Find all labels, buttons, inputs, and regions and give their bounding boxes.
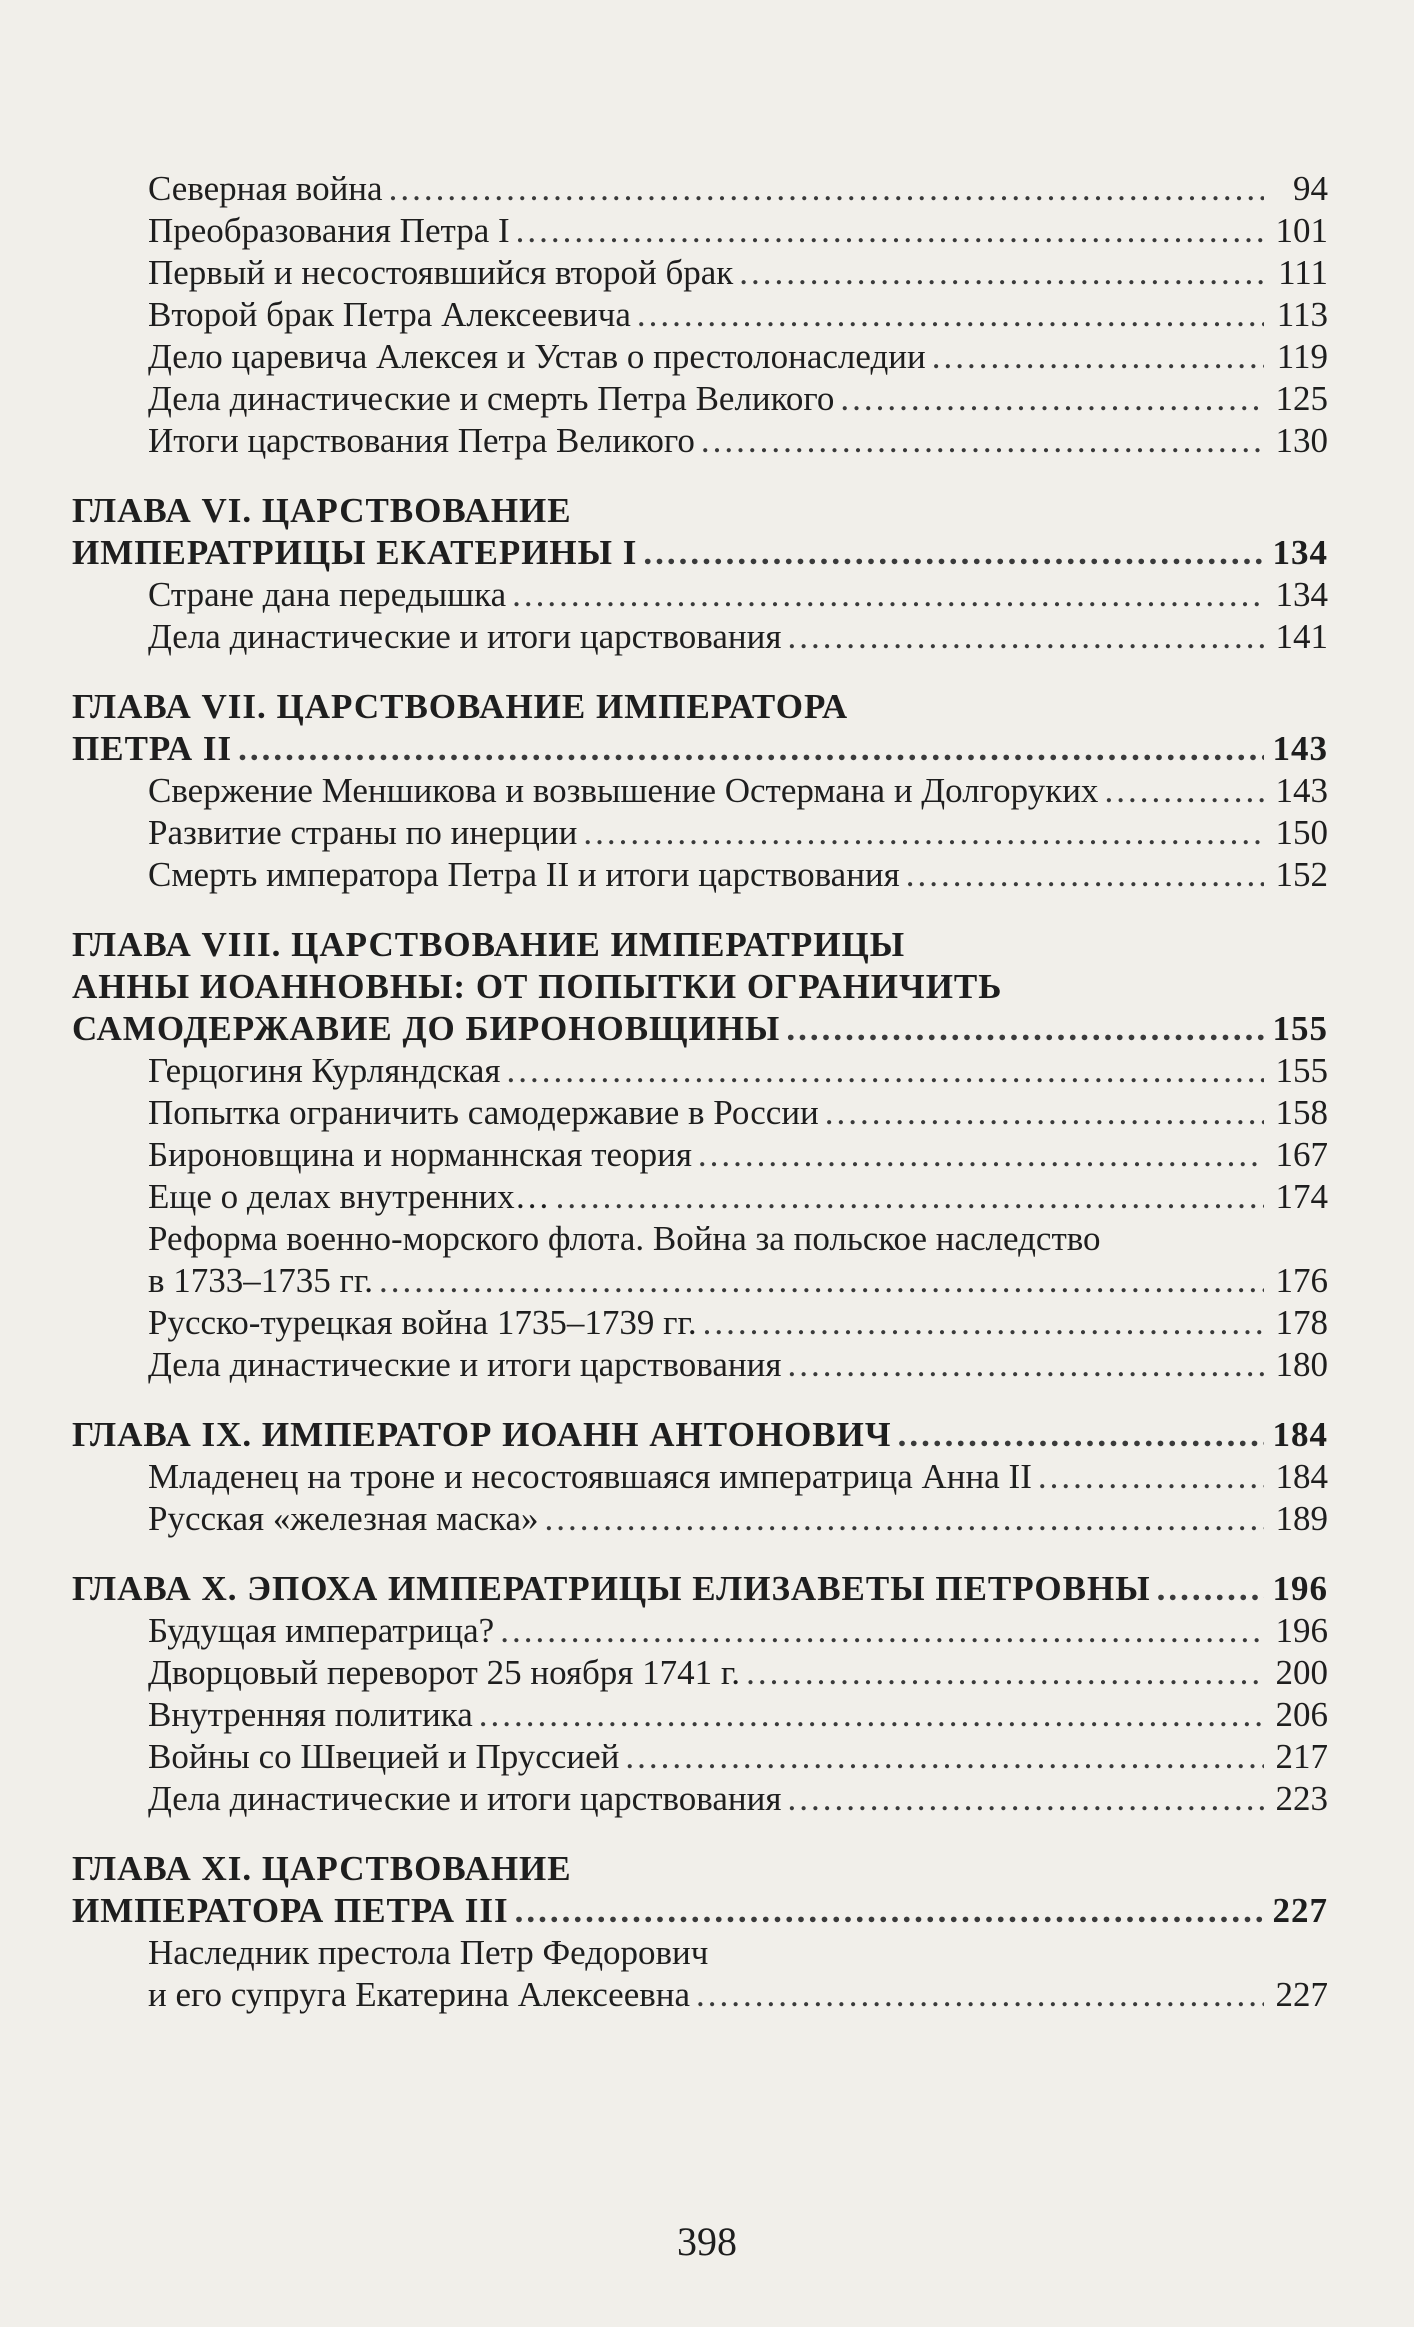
entry-page: 101: [1275, 211, 1328, 250]
entry-label-line: Наследник престола Петр Федорович: [148, 1933, 709, 1972]
entry-label: Дело царевича Алексея и Устав о престолонаследии: [148, 337, 926, 376]
entry-page: 184: [1275, 1457, 1328, 1496]
toc-entry: [72, 1344, 1328, 1386]
entry-label: Младенец на троне и несостоявшаяся императрица Анна II: [148, 1457, 1032, 1496]
toc-entry: [72, 1652, 1328, 1694]
entry-label: Стране дана передышка: [148, 575, 507, 614]
dot-leader: [1104, 770, 1264, 812]
dot-leader: [389, 168, 1264, 210]
chapter-title: АННЫ ИОАННОВНЫ: ОТ ПОПЫТКИ ОГРАНИЧИТЬ: [72, 967, 1003, 1006]
entry-page: 143: [1275, 771, 1328, 810]
entry-label: Свержение Меншикова и возвышение Остермана и Долгоруких: [148, 771, 1099, 810]
dot-leader: [643, 532, 1264, 574]
dot-leader: [787, 1778, 1264, 1820]
dot-leader: [698, 1134, 1264, 1176]
dot-leader: [512, 574, 1264, 616]
entry-label: Будущая императрица?: [148, 1611, 495, 1650]
chapter-page: 155: [1272, 1009, 1328, 1048]
toc-entry: [72, 1092, 1328, 1134]
entry-page: 217: [1275, 1737, 1328, 1776]
entry-page: 206: [1275, 1695, 1328, 1734]
toc-entry: [72, 1498, 1328, 1540]
chapter-8: [72, 924, 1328, 1386]
dot-leader: [500, 1610, 1264, 1652]
dot-leader: [516, 210, 1264, 252]
chapter-title: ГЛАВА IX. ИМПЕРАТОР ИОАНН АНТОНОВИЧ: [72, 1415, 892, 1454]
chapter-title: ПЕТРА II: [72, 729, 233, 768]
entry-page: 189: [1275, 1499, 1328, 1538]
dot-leader: [701, 420, 1264, 462]
toc-entry: [72, 294, 1328, 336]
toc-entry: [72, 616, 1328, 658]
toc-entry: [72, 1134, 1328, 1176]
toc-entry: [72, 378, 1328, 420]
entry-label: Смерть императора Петра II и итоги царствования: [148, 855, 900, 894]
entry-page: 180: [1275, 1345, 1328, 1384]
dot-leader: [556, 1176, 1264, 1218]
chapter-6: [72, 490, 1328, 658]
entry-label: Войны со Швецией и Пруссией: [148, 1737, 620, 1776]
toc-entry: [72, 812, 1328, 854]
chapter-title: ГЛАВА VII. ЦАРСТВОВАНИЕ ИМПЕРАТОРА: [72, 687, 849, 726]
dot-leader: [739, 252, 1264, 294]
dot-leader: [786, 1008, 1264, 1050]
entry-label: Русско-турецкая война 1735–1739 гг.: [148, 1303, 697, 1342]
dot-leader: [379, 1260, 1264, 1302]
entry-label: в 1733–1735 гг.: [148, 1261, 374, 1300]
dot-leader: [746, 1652, 1264, 1694]
chapter-title: ИМПЕРАТОРА ПЕТРА III: [72, 1891, 509, 1930]
dot-leader: [906, 854, 1264, 896]
entry-label: Дела династические и итоги царствования: [148, 1779, 782, 1818]
dot-leader: [507, 1050, 1265, 1092]
dot-leader: [625, 1736, 1264, 1778]
dot-leader: [1038, 1456, 1264, 1498]
entry-label: Бироновщина и норманнская теория: [148, 1135, 692, 1174]
chapter-page: 143: [1272, 729, 1328, 768]
chapter-heading-entry: [72, 1008, 1328, 1050]
dot-leader: [515, 1890, 1264, 1932]
dot-leader: [479, 1694, 1264, 1736]
entry-label: Дела династические и итоги царствования: [148, 1345, 782, 1384]
toc-entry: [72, 1176, 1328, 1218]
dot-leader: [583, 812, 1264, 854]
dot-leader: [238, 728, 1264, 770]
entry-label: и его супруга Екатерина Алексеевна: [148, 1975, 691, 2014]
dot-leader: [637, 294, 1264, 336]
entry-label: Дворцовый переворот 25 ноября 1741 г.: [148, 1653, 741, 1692]
toc-entry: [72, 574, 1328, 616]
entry-page: 152: [1275, 855, 1328, 894]
chapter-page: 227: [1272, 1891, 1328, 1930]
entry-label: Преобразования Петра I: [148, 211, 510, 250]
dot-leader: [787, 1344, 1264, 1386]
entry-label: Первый и несостоявшийся второй брак: [148, 253, 734, 292]
toc-entry: [72, 1974, 1328, 2016]
chapter-heading-entry: [72, 1568, 1328, 1610]
toc-entry: [72, 168, 1328, 210]
page-number: 398: [677, 2219, 737, 2264]
toc-entry: [72, 252, 1328, 294]
toc-entry: [72, 1610, 1328, 1652]
chapter-title: ГЛАВА X. ЭПОХА ИМПЕРАТРИЦЫ ЕЛИЗАВЕТЫ ПЕТРОВНЫ: [72, 1569, 1151, 1608]
dot-leader: [840, 378, 1264, 420]
chapter-9: [72, 1414, 1328, 1540]
entry-label: Дела династические и смерть Петра Великого: [148, 379, 835, 418]
entry-label: Северная война: [148, 169, 383, 208]
chapter-10: [72, 1568, 1328, 1820]
chapter-page: 184: [1272, 1415, 1328, 1454]
entry-page: 200: [1275, 1653, 1328, 1692]
entry-label-line: Реформа военно-морского флота. Война за польское наследство: [148, 1219, 1101, 1258]
entry-label: Развитие страны по инерции: [148, 813, 578, 852]
toc-entry: [72, 854, 1328, 896]
entry-page: 174: [1275, 1177, 1328, 1216]
toc-entry: [72, 770, 1328, 812]
entry-page: 176: [1275, 1261, 1328, 1300]
chapter-heading-entry: [72, 532, 1328, 574]
entry-page: 227: [1275, 1975, 1328, 2014]
toc-entry: [72, 210, 1328, 252]
chapter-page: 196: [1272, 1569, 1328, 1608]
toc-entry: [72, 1736, 1328, 1778]
dot-leader: [703, 1302, 1264, 1344]
entry-page: 111: [1278, 253, 1328, 292]
chapter-title: ГЛАВА VI. ЦАРСТВОВАНИЕ: [72, 491, 572, 530]
entry-page: 158: [1275, 1093, 1328, 1132]
entry-page: 134: [1275, 575, 1328, 614]
entry-page: 94: [1293, 169, 1328, 208]
toc-entry: [72, 1456, 1328, 1498]
toc-entry: [72, 1302, 1328, 1344]
dot-leader: [932, 336, 1264, 378]
chapter-title: САМОДЕРЖАВИЕ ДО БИРОНОВЩИНЫ: [72, 1009, 781, 1048]
chapter-7: [72, 686, 1328, 896]
dot-leader: [825, 1092, 1264, 1134]
chapter-title: ГЛАВА XI. ЦАРСТВОВАНИЕ: [72, 1849, 572, 1888]
entry-page: 178: [1275, 1303, 1328, 1342]
chapter-heading-entry: [72, 1890, 1328, 1932]
table-of-contents: [72, 168, 1328, 2016]
dot-leader: [898, 1414, 1264, 1456]
toc-entry: [72, 1694, 1328, 1736]
toc-entry: [72, 420, 1328, 462]
toc-entry: [72, 336, 1328, 378]
entry-page: 141: [1275, 617, 1328, 656]
entry-label: Второй брак Петра Алексеевича: [148, 295, 631, 334]
entry-label: Попытка ограничить самодержавие в России: [148, 1093, 819, 1132]
toc-entry: [72, 1260, 1328, 1302]
entry-label: Внутренняя политика: [148, 1695, 473, 1734]
chapter-title: ГЛАВА VIII. ЦАРСТВОВАНИЕ ИМПЕРАТРИЦЫ: [72, 925, 906, 964]
toc-entry: [72, 1050, 1328, 1092]
dot-leader: [545, 1498, 1264, 1540]
chapter-heading-entry: [72, 1414, 1328, 1456]
dot-leader: [696, 1974, 1264, 2016]
entry-page: 167: [1275, 1135, 1328, 1174]
entry-page: 196: [1275, 1611, 1328, 1650]
entry-page: 130: [1275, 421, 1328, 460]
chapter-page: 134: [1272, 533, 1328, 572]
entry-label: Русская «железная маска»: [148, 1499, 539, 1538]
dot-leader: [1157, 1568, 1264, 1610]
chapter-heading-entry: [72, 728, 1328, 770]
entry-label: Еще о делах внутренних…: [148, 1177, 550, 1216]
entry-label: Дела династические и итоги царствования: [148, 617, 782, 656]
chapter-title: ИМПЕРАТРИЦЫ ЕКАТЕРИНЫ I: [72, 533, 638, 572]
dot-leader: [787, 616, 1264, 658]
toc-entry: [72, 1778, 1328, 1820]
entry-page: 223: [1275, 1779, 1328, 1818]
entry-page: 125: [1275, 379, 1328, 418]
entry-label: Итоги царствования Петра Великого: [148, 421, 695, 460]
entry-label: Герцогиня Курляндская: [148, 1051, 501, 1090]
entry-page: 119: [1276, 337, 1328, 376]
entry-page: 113: [1276, 295, 1328, 334]
entry-page: 150: [1275, 813, 1328, 852]
entry-page: 155: [1275, 1051, 1328, 1090]
chapter-11: [72, 1848, 1328, 2016]
